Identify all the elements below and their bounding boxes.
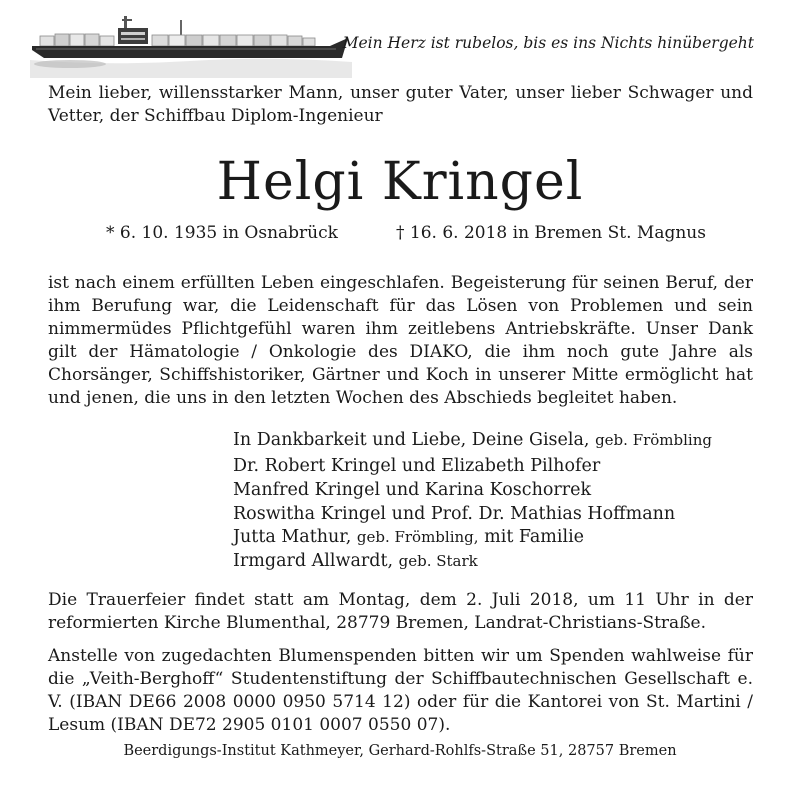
container-ship-icon [30, 14, 352, 78]
funeral-home-footer: Beerdigungs-Institut Kathmeyer, Gerhard-Rohlfs-Straße 51, 28757 Bremen [123, 743, 677, 759]
mourner-text: In Dankbarkeit und Liebe, Deine Gisela, [233, 430, 590, 450]
mourner-suffix: mit Familie [484, 527, 585, 548]
birth-date: * 6. 10. 1935 in Osnabrück [106, 223, 338, 243]
mourner-list [233, 455, 793, 574]
body-text: ist nach einem erfüllten Leben eingeschlafen. Begeisterung für seinen Beruf, der ihm Berufung war, die Leidenschaft für das Lösen von Problemen und sein nimmermüdes Pflichtgefühl waren ihm zeitlebens Antriebskräfte. Unser Dank gilt der Hämatologie / Onkologie des DIAKO, die ihm noch gute Jahre als Chorsänger, Schiffshistoriker, Gärtner und Koch in unserer Mitte ermöglicht hat und jenen, die uns in den letzten Wochen des Abschieds begleitet haben. [48, 273, 753, 408]
mourner-text: Manfred Kringel und Karina Koschorrek [233, 479, 592, 500]
mourner-item [233, 550, 793, 574]
mourner-text: Jutta Mathur, [233, 527, 352, 548]
mourner-text: Irmgard Allwardt, [233, 551, 394, 572]
death-date: † 16. 6. 2018 in Bremen St. Magnus [396, 223, 706, 243]
deceased-name: Helgi Kringel [216, 152, 584, 212]
funeral-info: Die Trauerfeier findet statt am Montag, dem 2. Juli 2018, um 11 Uhr in der reformierten Kirche Blumenthal, 28779 Bremen, Landrat-Christians-Straße. [48, 590, 753, 633]
mourners-block [233, 426, 793, 574]
intro-text: Mein lieber, willensstarker Mann, unser guter Vater, unser lieber Schwager und Vetter, der Schiffbau Diplom-Ingenieur [48, 83, 753, 126]
mourner-text: Dr. Robert Kringel und Elizabeth Pilhofer [233, 456, 601, 476]
donation-info: Anstelle von zugedachten Blumenspenden bitten wir um Spenden wahlweise für die „Veith-Berghoff“ Studentenstiftung der Schiffbautechnischen Gesellschaft e. V. (IBAN DE66 2008 0000 0950 5714 12) oder für die Kantorei von St. Martini / Lesum (IBAN DE72 2905 0101 0007 0550 07). [48, 646, 753, 735]
mourner-item [233, 479, 793, 503]
mourner-item [233, 503, 793, 527]
mourner-item [233, 526, 793, 550]
mourner-note: geb. Frömbling, [356, 528, 479, 547]
mourner-item [233, 455, 793, 479]
mourner-note: geb. Frömbling [595, 431, 712, 449]
mourner-text: Roswitha Kringel und Prof. Dr. Mathias Hoffmann [233, 503, 676, 524]
mourner-note: geb. Stark [398, 552, 478, 571]
mourner-wife [233, 426, 793, 454]
motto-quote: Mein Herz ist rubelos, bis es ins Nichts hinübergeht [342, 34, 754, 52]
